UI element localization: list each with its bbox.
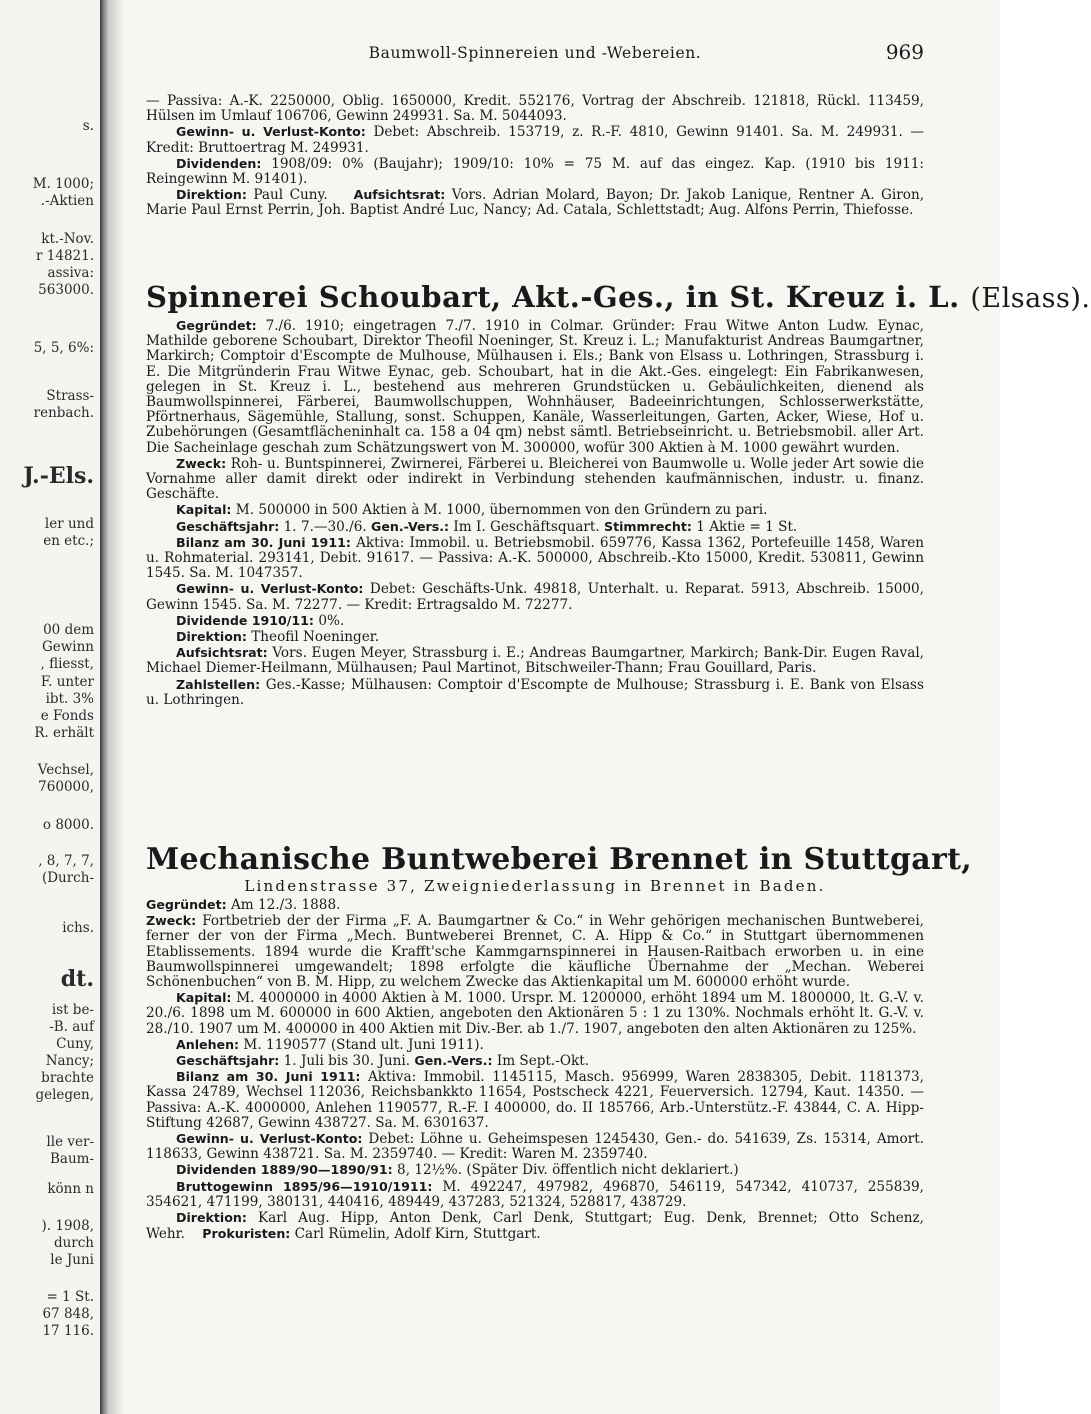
gv-konto-text: Debet: Abschreib. 153719, z. R.-F. 4810, Gewinn 91401. Sa. M. 249931. — Kredit: Bruttoertrag M. 249931. <box>146 124 925 156</box>
geschaeftsjahr-label: Geschäftsjahr: <box>176 518 280 534</box>
schoubart-heading <box>146 280 1091 314</box>
brennet-guv <box>146 1131 924 1162</box>
page-number: 969 <box>885 40 924 64</box>
previous-page-margin <box>0 0 100 1414</box>
brennet-heading: Mechanische Buntweberei Brennet in Stuttgart, <box>146 842 973 877</box>
margin-fragment: renbach. <box>33 405 94 421</box>
direktion-label: Direktion: <box>176 187 247 203</box>
direktion-text: Theofil Noeninger. <box>251 629 380 646</box>
margin-fragment: ist be- <box>51 1002 94 1018</box>
margin-fragment: Gewinn <box>41 639 94 655</box>
prokuristen-label: Prokuristen: <box>202 1226 291 1242</box>
book-gutter-shadow <box>100 0 110 1414</box>
guv-label: Gewinn- u. Verlust-Konto: <box>176 1131 363 1147</box>
bilanz-label: Bilanz am 30. Juni 1911: <box>176 534 351 550</box>
margin-fragment: kt.-Nov. <box>41 231 94 247</box>
gen-vers-label: Gen.-Vers.: <box>414 1053 493 1069</box>
direktion-label: Direktion: <box>176 1210 247 1226</box>
margin-fragment: 67 848, <box>42 1306 94 1322</box>
entry-brennet <box>146 842 973 1243</box>
anlehen-label: Anlehen: <box>176 1036 240 1052</box>
bilanz-text: Aktiva: Immobil. u. Betriebsmobil. 659776, Kassa 1362, Portefeuille 1458, Waren u. Rohmaterial. 293141, Debit. 91617. — Passiva: A.-K. 500000, Abschreib.-Kto 15000, Kredit. 530811, Gewinn 1545. Sa. M. 1047357. <box>146 534 924 582</box>
schoubart-heading-suffix: (Elsass). <box>970 283 1091 314</box>
dividenden-text: 1908/09: 0% (Baujahr); 1909/10: 10% = 75 M. auf das eingez. Kap. (1910 bis 1911: Reingewinn M. 91401). <box>146 155 924 188</box>
geschaeftsjahr-label: Geschäftsjahr: <box>176 1053 280 1069</box>
gegruendet-text: 7./6. 1910; eingetragen 7./7. 1910 in Colmar. Gründer: Frau Witwe Anton Ludw. Eynac, Mathilde geborene Schoubart, Direktor Theofil Noeninger, St. Kreuz i. L.; Manufakturist Andreas Baumgartner, Markirch; Comptoir d'Escompte de Mulhouse, Mülhausen i. Els.; Bank von Elsass u. Lothringen, Strassburg i. E. Die Mitgründerin Frau Witwe Eynac, geb. Schoubart, hat in die Akt.-Ges. eingelegt: Ein Fabrikanwesen, gelegen in St. Kreuz i. L., bestehend aus mehreren Grundstücken u. Gebäulichkeiten, dienend als Baumwollspinnerei, Färberei, Baumwollschuppen, Wohnhäuser, Badeeinrichtungen, Schlosserwerkstätte, Pförtnerhaus, Sägemühle, Stallung, sonst. Schuppen, Kanäle, Wasserleitungen, Garten, Acker, Wiese, Hof u. Zubehörungen (Gesamtflächeninhalt ca. 158 a 04 qm) nebst sämtl. Betriebseinricht. u. Betriebsmobil. aller Art. Die Sacheinlage geschah zum Schätzungswert von M. 300000, wofür 300 Aktien à M. 1000 gewährt wurden. <box>146 318 924 456</box>
direktion-label: Direktion: <box>176 629 247 645</box>
kapital-label: Kapital: <box>176 502 232 518</box>
schoubart-dividende <box>146 613 924 629</box>
guv-label: Gewinn- u. Verlust-Konto: <box>176 581 364 597</box>
margin-fragment: = 1 St. <box>46 1289 94 1305</box>
bilanz-text: Aktiva: Immobil. 1145115, Masch. 956999, Waren 2838305, Debit. 1181373, Kassa 24789, Wechsel 112036, Reichsbankkto 11654, Postscheck 4221, Feuerversich. 12794, Kaut. 14350. — Passiva: A.-K. 4000000, Anlehen 1190577, R.-F. I 400000, do. II 185766, Arb.-Unterstütz.-F. 43844, C. A. Hipp-Stiftung 42687, Gewinn 438727. Sa. M. 6301637. <box>146 1069 924 1131</box>
direktion-text: Karl Aug. Hipp, Anton Denk, Carl Denk, Stuttgart; Eug. Denk, Brennet; Otto Schenz, Wehr. <box>146 1210 924 1243</box>
brennet-geschaeftsjahr <box>146 1053 924 1069</box>
dividenden-paragraph <box>146 156 924 187</box>
schoubart-zahlstellen <box>146 677 924 708</box>
brennet-zweck <box>146 913 924 990</box>
schoubart-bilanz <box>146 535 924 582</box>
kapital-text: M. 4000000 in 4000 Aktien à M. 1000. Urspr. M. 1200000, erhöht 1894 um M. 1800000, lt. G.-V. v. 20./6. 1898 um M. 600000 in 600 Aktien, angeboten den Aktionären 5 : 1 zu 130%. Nochmals erhöht lt. G.-V. v. 28./10. 1907 um M. 400000 in 400 Aktien mit Div.-Ber. ab 1./7. 1907, angeboten den alten Aktionären zu 125%. <box>146 990 924 1037</box>
aufsichtsrat-label: Aufsichtsrat: <box>176 645 268 661</box>
margin-fragment: r 14821. <box>36 248 94 264</box>
aufsichtsrat-label: Aufsichtsrat: <box>353 187 446 203</box>
brennet-anlehen <box>146 1037 924 1053</box>
margin-fragment: J.-Els. <box>23 463 94 489</box>
book-gutter-fade <box>110 0 124 1414</box>
margin-fragment: , 8, 7, 7, <box>38 853 94 869</box>
brennet-bilanz <box>146 1069 924 1131</box>
stimmrecht-label: Stimmrecht: <box>604 518 692 534</box>
margin-fragment: ichs. <box>62 920 94 936</box>
brennet-subheading: Lindenstrasse 37, Zweigniederlassung in Brennet in Baden. <box>244 877 826 895</box>
margin-fragment: dt. <box>60 966 94 992</box>
margin-fragment: lle ver- <box>46 1134 94 1150</box>
gegruendet-label: Gegründet: <box>176 318 257 333</box>
gen-vers-text: Im I. Geschäftsquart. <box>453 518 600 535</box>
gegruendet-label: Gegründet: <box>146 897 227 912</box>
kapital-label: Kapital: <box>176 990 232 1006</box>
passiva-text: — Passiva: A.-K. 2250000, Oblig. 1650000, Kredit. 552176, Vortrag der Abschreib. 121818, Rückl. 113459, Hülsen im Umlauf 106706, Gewinn 249931. Sa. M. 5044093. <box>146 93 924 125</box>
zweck-label: Zweck: <box>146 913 197 929</box>
schoubart-zweck <box>146 456 924 503</box>
brennet-dividenden <box>146 1162 924 1178</box>
zahlstellen-text: Ges.-Kasse; Mülhausen: Comptoir d'Escompte de Mulhouse; Strassburg i. E. Bank von Elsass u. Lothringen. <box>146 676 925 708</box>
margin-fragment: e Fonds <box>40 708 94 724</box>
running-header <box>146 40 924 72</box>
schoubart-heading-text: Spinnerei Schoubart, Akt.-Ges., in St. Kreuz i. L. <box>146 280 960 314</box>
margin-fragment: o 8000. <box>42 817 94 833</box>
margin-fragment: R. erhält <box>34 725 94 741</box>
schoubart-gegruendet <box>146 318 924 456</box>
bruttogewinn-label: Bruttogewinn 1895/96—1910/1911: <box>176 1178 433 1194</box>
gen-vers-text: Im Sept.-Okt. <box>496 1053 590 1070</box>
zweck-label: Zweck: <box>176 455 227 471</box>
gv-konto-label: Gewinn- u. Verlust-Konto: <box>176 124 366 140</box>
margin-fragment: Baum- <box>49 1151 94 1167</box>
direktion-paragraph <box>146 187 924 218</box>
margin-fragment: gelegen, <box>35 1087 94 1103</box>
zweck-text: Fortbetrieb der der Firma „F. A. Baumgartner & Co.“ in Wehr gehörigen mechanischen Buntweberei, ferner der von der Firma „Mech. Buntweberei Brennet, C. A. Hipp & Co.“ in Stuttgart übernommenen Etablissements. 1894 wurde die Krafft'sche Kammgarnspinnerei in Hausen-Raitbach erworben u. in eine Baumwollspinnerei umgewandelt; 1898 erfolgte die käufliche Übernahme der „Mechan. Weberei Schönenbuchen“ von B. M. Hipp, zu welchem Zwecke das Aktienkapital um M. 600000 erhöht wurde. <box>146 913 924 991</box>
geschaeftsjahr-text: 1. 7.—30./6. <box>283 518 367 535</box>
schoubart-kapital <box>146 502 924 518</box>
margin-fragment: ler und <box>44 516 94 532</box>
schoubart-direktion <box>146 629 924 645</box>
margin-fragment: ). 1908, <box>41 1218 94 1234</box>
margin-fragment: 563000. <box>38 282 94 298</box>
margin-fragment: 00 dem <box>43 622 94 638</box>
previous-entry-continuation <box>146 94 924 219</box>
brennet-gegruendet <box>146 897 924 913</box>
margin-fragment: M. 1000; <box>32 176 94 192</box>
margin-fragment: F. unter <box>40 674 94 690</box>
margin-fragment: s. <box>82 118 94 134</box>
margin-fragment: le Juni <box>50 1252 94 1268</box>
margin-fragment: , fliesst, <box>40 656 94 672</box>
margin-fragment: brachte <box>41 1070 94 1086</box>
zahlstellen-label: Zahlstellen: <box>176 676 261 692</box>
dividenden-text: 8, 12½%. (Später Div. öffentlich nicht deklariert.) <box>397 1162 739 1179</box>
margin-fragment: 760000, <box>38 779 94 795</box>
guv-text: Debet: Geschäfts-Unk. 49818, Unterhalt. u. Reparat. 5913, Abschreib. 15000, Gewinn 1545. Sa. M. 72277. — Kredit: Ertragsaldo M. 72277. <box>146 581 924 613</box>
aufsichtsrat-text: Vors. Eugen Meyer, Strassburg i. E.; Andreas Baumgartner, Markirch; Bank-Dir. Eugen Raval, Michael Diemer-Heilmann, Mülhausen; Paul Martinot, Bitschweiler-Thann; Frau Gouillard, Paris. <box>146 645 924 677</box>
schoubart-guv <box>146 581 924 612</box>
zweck-text: Roh- u. Buntspinnerei, Zwirnerei, Färberei u. Bleicherei von Baumwolle u. Wolle jeder Art sowie die Vornahme aller damit direkt oder indirekt in Verbindung stehenden kaufmännischen, industr. u. finanz. Geschäfte. <box>146 455 924 503</box>
margin-fragment: .-Aktien <box>40 193 94 209</box>
margin-fragment: Vechsel, <box>37 762 94 778</box>
margin-fragment: könn n <box>47 1181 94 1197</box>
guv-text: Debet: Löhne u. Geheimspesen 1245430, Gen.- do. 541639, Zs. 15314, Amort. 118633, Gewinn 438721. Sa. M. 2359740. — Kredit: Waren M. 2359740. <box>146 1131 924 1163</box>
schoubart-aufsichtsrat <box>146 645 924 676</box>
bruttogewinn-text: M. 492247, 497982, 496870, 546119, 547342, 410737, 255839, 354621, 471199, 380131, 440416, 489449, 437283, 521324, 528817, 438729. <box>146 1178 924 1210</box>
anlehen-text: M. 1190577 (Stand ult. Juni 1911). <box>243 1036 484 1053</box>
margin-fragment: assiva: <box>47 265 94 281</box>
margin-fragment: 5, 5, 6%: <box>33 340 94 356</box>
margin-fragment: durch <box>53 1235 94 1251</box>
entry-schoubart <box>146 280 1091 708</box>
kapital-text: M. 500000 in 500 Aktien à M. 1000, übernommen von den Gründern zu pari. <box>235 502 768 519</box>
margin-fragment: -B. auf <box>49 1019 94 1035</box>
gen-vers-label: Gen.-Vers.: <box>371 518 450 534</box>
running-title: Baumwoll-Spinnereien und -Webereien. <box>368 44 702 62</box>
brennet-bruttogewinn <box>146 1179 924 1210</box>
brennet-direktion <box>146 1210 924 1242</box>
brennet-kapital <box>146 990 924 1037</box>
gv-konto-paragraph <box>146 124 924 155</box>
direktion-text: Paul Cuny. <box>253 187 328 204</box>
dividenden-label: Dividenden: <box>176 155 262 171</box>
dividende-label: Dividende 1910/11: <box>176 612 314 628</box>
margin-fragment: Strass- <box>46 388 94 404</box>
bilanz-label: Bilanz am 30. Juni 1911: <box>176 1069 361 1085</box>
gegruendet-text: Am 12./3. 1888. <box>230 897 341 913</box>
dividende-text: 0%. <box>318 612 345 629</box>
schoubart-geschaeftsjahr <box>146 519 924 535</box>
geschaeftsjahr-text: 1. Juli bis 30. Juni. <box>283 1053 411 1070</box>
margin-fragment: (Durch- <box>41 870 94 886</box>
prokuristen-text: Carl Rümelin, Adolf Kirn, Stuttgart. <box>294 1226 541 1243</box>
margin-fragment: ibt. 3% <box>45 691 94 707</box>
margin-fragment: en etc.; <box>43 533 94 549</box>
margin-fragment: 17 116. <box>42 1323 94 1339</box>
aufsichtsrat-text: Vors. Adrian Molard, Bayon; Dr. Jakob Lanique, Rentner A. Giron, Marie Paul Ernst Perrin, Joh. Baptist André Luc, Nancy; Ad. Catala, Schlettstadt; Aug. Alfons Perrin, Thiefosse. <box>146 187 925 219</box>
margin-fragment: Cuny, <box>56 1036 94 1052</box>
stimmrecht-text: 1 Aktie = 1 St. <box>696 518 798 535</box>
passiva-paragraph <box>146 94 924 124</box>
margin-fragment: Nancy; <box>45 1053 94 1069</box>
dividenden-label: Dividenden 1889/90—1890/91: <box>176 1162 393 1178</box>
